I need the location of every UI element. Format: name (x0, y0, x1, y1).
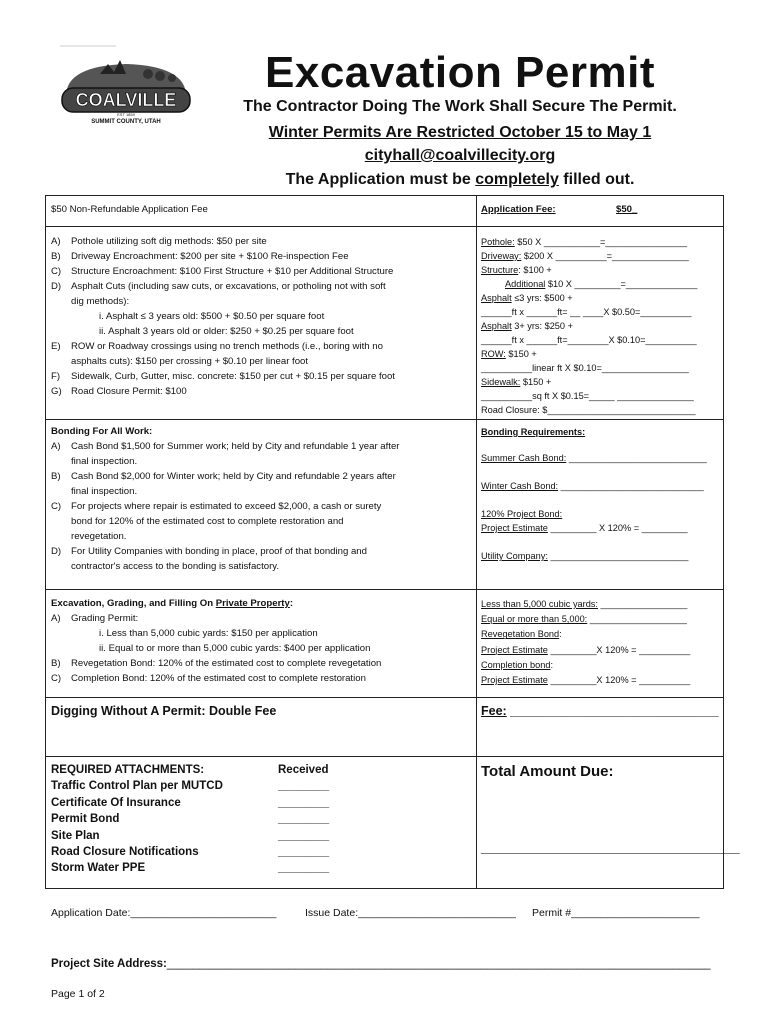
bonding-requirements[interactable]: Bonding Requirements: Summer Cash Bond: ___________________________ Winter Cash Bond: ____________________________ 120% Project Bond: Project Estimate _________ X 120% = _________ Utility Company: ___________________________ (481, 427, 707, 561)
fee-schedule: A) Pothole utilizing soft dig methods: $50 per site B) Driveway Encroachment: $200 per site + $100 Re-inspection Fee C) Structure Encroachment: $100 First Structure + $10 per Additional Structure D) Asphalt Cuts (including saw cuts, or excavations, or potholing not with soft dig methods): i. Asphalt ≤ 3 years old: $500 + $0.50 per square foot ii. Asphalt 3 years old or older: $250 + $0.25 per square foot E) ROW or Roadway crossings using no trench methods (i.e., boring with no asphalts cuts): $150 per crossing + $0.10 per linear foot F) Sidewalk, Curb, Gutter, misc. concrete: $150 per cut + $0.15 per square foot G) Road Closure Permit: $100 (51, 236, 395, 397)
double-fee-note: Digging Without A Permit: Double Fee (51, 704, 277, 718)
total-amount-label: Total Amount Due: (481, 763, 614, 780)
app-fee-value: $50_ (616, 204, 638, 215)
logo-est: EST 1859 (117, 112, 135, 117)
contractor-note: The Contractor Doing The Work Shall Secure The Permit. (243, 98, 677, 115)
private-property-section: Excavation, Grading, and Filling On Private Property: A) Grading Permit: i. Less than 5,000 cubic yards: $150 per application ii. Equal to or more than 5,000 cubic yards: $400 per application B) Revegetation Bond: 120% of the estimated cost to complete revegetation C) Completion Bond: 120% of the estimated cost to complete restoration (51, 598, 382, 684)
required-attachments: REQUIRED ATTACHMENTS: Traffic Control Plan per MUTCD Certificate Of Insurance Permit Bond Site Plan Road Closure Notifications Storm Water PPE (51, 764, 223, 875)
coalville-logo (56, 44, 196, 126)
logo-county: SUMMIT COUNTY, UTAH (91, 119, 161, 125)
project-site-address-field[interactable]: Project Site Address:_____________________________________________________________________________________ (51, 958, 711, 970)
fee-calculations[interactable]: Pothole: $50 X ___________=________________ Driveway: $200 X __________=_______________ Structure: $100 + Additional $10 X _________=______________ Asphalt ≤3 yrs: $500 + ______ft x ______ft= __ ____X $0.50=__________ Asphalt 3+ yrs: $250 + ______ft x ______ft=________X $0.10=__________ ROW: $150 + __________linear ft X $0.10=_________________ Sidewalk: $150 + __________sq ft X $0.15=_____ _______________ Road Closure: $_____________________________ (481, 237, 698, 415)
page-number: Page 1 of 2 (51, 988, 105, 1000)
logo-name: COALVILLE (75, 90, 177, 110)
app-fee-label: Application Fee: (481, 204, 556, 215)
issue-date-field[interactable]: Issue Date:___________________________ (305, 907, 516, 919)
fee-field[interactable]: Fee: ______________________________ (481, 704, 719, 718)
total-amount-field[interactable]: _______________________________ (481, 839, 740, 856)
received-column[interactable]: Received ________ ________ ________ ________ ________ ________ (278, 764, 330, 875)
bonding-section: Bonding For All Work: A) Cash Bond $1,500 for Summer work; held by City and refundable 1 year after final inspection. B) Cash Bond $2,000 for Winter work; held by City and refundable 2 years after final inspection. C) For projects where repair is estimated to exceed $2,000, a cash or surety bond for 120% of the estimated cost to complete restoration and revegetation. D) For Utility Companies with bonding in place, proof of that bonding and contractor's access to the bonding is satisfactory. (51, 426, 400, 572)
page-title: Excavation Permit (265, 48, 655, 97)
grading-calculations[interactable]: Less than 5,000 cubic yards: _________________ Equal or more than 5,000: ___________________ Revegetation Bond: Project Estimate _________X 120% = __________ Completion bond: Project Estimate _________X 120% = __________ (481, 599, 691, 686)
email-link[interactable]: cityhall@coalvillecity.org (364, 147, 556, 164)
permit-number-field[interactable]: Permit #______________________ (532, 907, 700, 919)
winter-note: Winter Permits Are Restricted October 15 to May 1 (268, 124, 652, 141)
app-fee-desc: $50 Non-Refundable Application Fee (51, 204, 208, 215)
application-date-field[interactable]: Application Date:_________________________ (51, 907, 277, 919)
complete-note: The Application must be completely filled out. (285, 171, 635, 188)
